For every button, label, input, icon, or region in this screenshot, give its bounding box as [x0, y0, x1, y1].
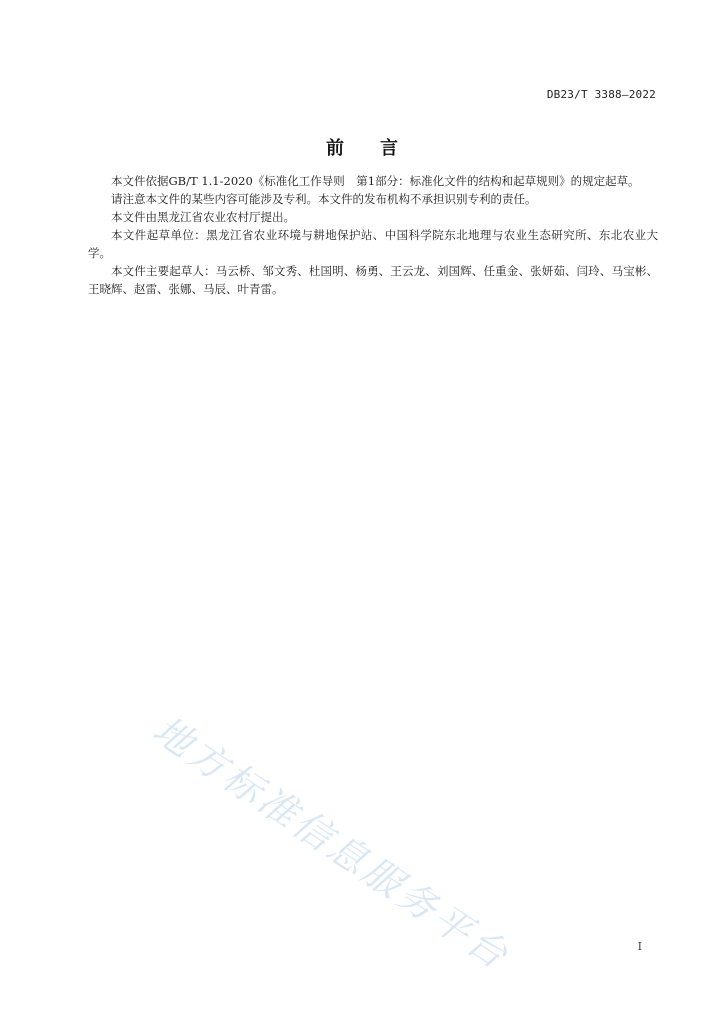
paragraph-drafters: 本文件主要起草人：马云桥、邹文秀、杜国明、杨勇、王云龙、刘国辉、任重金、张妍茹、闫玲、马宝彬、王晓辉、赵雷、张娜、马辰、叶青雷。: [88, 264, 658, 296]
document-code: DB23/T 3388—2022: [546, 88, 656, 101]
paragraph-patent-notice: 请注意本文件的某些内容可能涉及专利。本文件的发布机构不承担识别专利的责任。: [111, 192, 537, 206]
page-title: 前言: [326, 138, 434, 159]
paragraph-proposer: 本文件由黑龙江省农业农村厅提出。: [111, 210, 295, 224]
watermark: 地方标准信息服务平台: [145, 707, 519, 979]
paragraph-basis: 本文件依据GB/T 1.1-2020《标准化工作导则 第1部分：标准化文件的结构和起草规则》的规定起草。: [111, 174, 640, 188]
foreword-body: [88, 172, 658, 298]
page-number: I: [637, 940, 642, 953]
paragraph-drafting-units: 本文件起草单位：黑龙江省农业环境与耕地保护站、中国科学院东北地理与农业生态研究所、东北农业大学。: [88, 228, 658, 260]
